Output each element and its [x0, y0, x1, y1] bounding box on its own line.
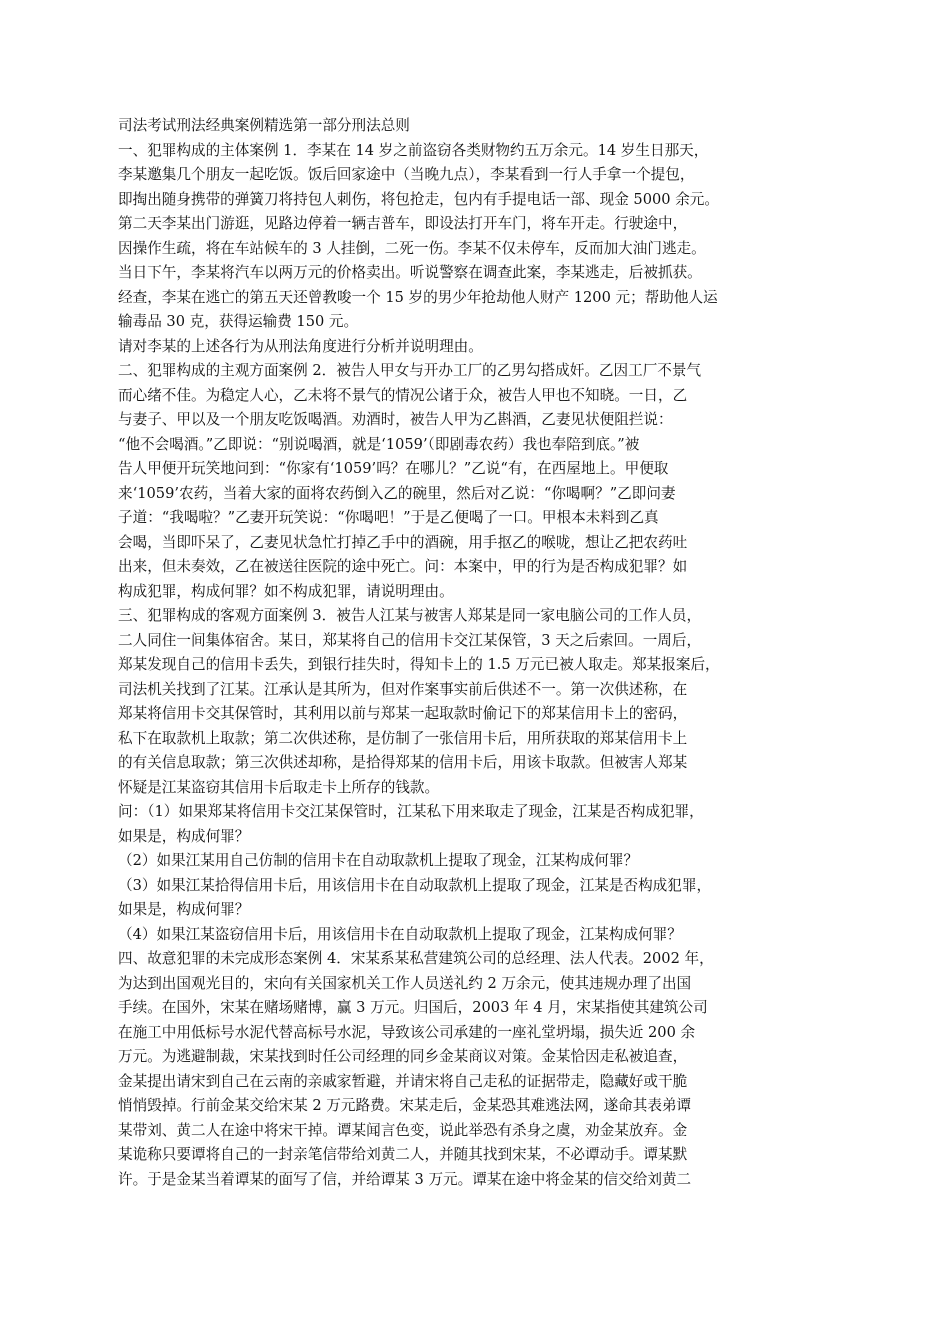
text-line: 经查，李某在逃亡的第五天还曾教唆一个 15 岁的男少年抢劫他人财产 1200 元；帮助他人运: [118, 288, 718, 306]
text-line: 即掏出随身携带的弹簧刀将持包人刺伤，将包抢走，包内有手提电话一部、现金 5000 余元。: [118, 190, 719, 208]
text-line: 问：（1）如果郑某将信用卡交江某保管时，江某私下用来取走了现金，江某是否构成犯罪，: [118, 803, 704, 820]
text-line: 三、犯罪构成的客观方面案例 3．被告人江某与被害人郑某是同一家电脑公司的工作人员，: [118, 607, 702, 624]
text-line: 因操作生疏，将在车站候车的 3 人挂倒，二死一伤。李某不仅未停车，反而加大油门逃走。: [118, 239, 706, 257]
text-line: 第二天李某出门游逛，见路边停着一辆吉普车，即设法打开车门，将车开走。行驶途中，: [118, 215, 688, 232]
text-line: 如果是，构成何罪？: [118, 901, 250, 918]
text-line: 某诡称只要谭将自己的一封亲笔信带给刘黄二人，并随其找到宋某，不必谭动手。谭某默: [118, 1146, 688, 1163]
text-line: 来‘1059’农药，当着大家的面将农药倒入乙的碗里，然后对乙说：“你喝啊？”乙即问妻: [118, 484, 676, 502]
document-body: [118, 114, 828, 1192]
text-line: 子道：“我喝啦？”乙妻开玩笑说：“你喝吧！”于是乙便喝了一口。甲根本未料到乙真: [118, 509, 659, 526]
text-line: 出来，但未奏效，乙在被送往医院的途中死亡。问：本案中，甲的行为是否构成犯罪？如: [118, 558, 688, 575]
text-line: 悄悄毁掉。行前金某交给宋某 2 万元路费。宋某走后，金某恐其难逃法网，遂命其表弟谭: [118, 1097, 692, 1114]
text-line: 会喝，当即吓呆了，乙妻见状急忙打掉乙手中的酒碗，用手抠乙的喉咙，想让乙把农药吐: [118, 533, 688, 551]
text-line: （4）如果江某盗窃信用卡后，用该信用卡在自动取款机上提取了现金，江某构成何罪？: [118, 925, 682, 943]
text-line: 郑某发现自己的信用卡丢失，到银行挂失时，得知卡上的 1.5 万元已被人取走。郑某报案后，: [118, 656, 720, 673]
text-line: 构成犯罪，构成何罪？如不构成犯罪，请说明理由。: [118, 582, 454, 600]
text-line: 郑某将信用卡交其保管时，其利用以前与郑某一起取款时偷记下的郑某信用卡上的密码，: [118, 705, 688, 722]
text-line: 司法机关找到了江某。江承认是其所为，但对作案事实前后供述不一。第一次供述称，在: [118, 680, 688, 698]
text-line: 当日下午，李某将汽车以两万元的价格卖出。听说警察在调查此案，李某逃走，后被抓获。: [118, 264, 702, 281]
text-line: 二人同住一间集体宿舍。某日，郑某将自己的信用卡交江某保管，3 天之后索回。一周后，: [118, 631, 702, 649]
text-line: 请对李某的上述各行为从刑法角度进行分析并说明理由。: [118, 337, 483, 355]
text-line: 手续。在国外，宋某在赌场赌博，赢 3 万元。归国后，2003 年 4 月，宋某指使其建筑公司: [118, 999, 708, 1016]
text-line: （3）如果江某拾得信用卡后，用该信用卡在自动取款机上提取了现金，江某是否构成犯罪，: [118, 876, 712, 894]
text-line: 怀疑是江某盗窃其信用卡后取走卡上所存的钱款。: [118, 778, 440, 796]
text-line: 私下在取款机上取款；第二次供述称，是仿制了一张信用卡后，用所获取的郑某信用卡上: [118, 729, 688, 747]
document-page: [118, 114, 828, 1192]
text-line: 与妻子、甲以及一个朋友吃饭喝酒。劝酒时，被告人甲为乙斟酒，乙妻见状便阻拦说：: [118, 411, 673, 428]
text-line: 而心绪不佳。为稳定人心，乙未将不景气的情况公诸于众，被告人甲也不知晓。一日，乙: [118, 386, 688, 404]
text-line: 告人甲便开玩笑地问到：“你家有‘1059’吗？在哪儿？”乙说“有，在西屋地上。甲便取: [118, 460, 669, 477]
text-line: （2）如果江某用自己仿制的信用卡在自动取款机上提取了现金，江某构成何罪？: [118, 852, 639, 869]
text-line: 输毒品 30 克，获得运输费 150 元。: [118, 313, 359, 330]
text-line: 金某提出请宋到自己在云南的亲戚家暂避，并请宋将自己走私的证据带走，隐藏好或干脆: [118, 1072, 688, 1090]
text-line: 司法考试刑法经典案例精选第一部分刑法总则: [118, 117, 410, 134]
text-line: 一、犯罪构成的主体案例 1．李某在 14 岁之前盗窃各类财物约五万余元。14 岁生日那天，: [118, 141, 709, 159]
text-line: 在施工中用低标号水泥代替高标号水泥，导致该公司承建的一座礼堂坍塌，损失近 200 余: [118, 1023, 696, 1041]
text-line: 的有关信息取款；第三次供述却称，是拾得郑某的信用卡后，用该卡取款。但被害人郑某: [118, 754, 688, 771]
text-line: 李某邀集几个朋友一起吃饭。饭后回家途中（当晚九点），李某看到一行人手拿一个提包，: [118, 166, 695, 183]
text-line: 许。于是金某当着谭某的面写了信，并给谭某 3 万元。谭某在途中将金某的信交给刘黄二: [118, 1170, 692, 1188]
text-line: 二、犯罪构成的主观方面案例 2．被告人甲女与开办工厂的乙男勾搭成奸。乙因工厂不景气: [118, 362, 702, 379]
text-line: 万元。为逃避制裁，宋某找到时任公司经理的同乡金某商议对策。金某恰因走私被追查，: [118, 1048, 688, 1065]
text-line: 为达到出国观光目的，宋向有关国家机关工作人员送礼约 2 万余元，使其违规办理了出国: [118, 974, 692, 992]
text-line: “他不会喝酒。”乙即说：“别说喝酒，就是‘1059’（即剧毒农药）我也奉陪到底。”被: [118, 435, 640, 453]
text-line: 四、故意犯罪的未完成形态案例 4．宋某系某私营建筑公司的总经理、法人代表。2002 年，: [118, 950, 714, 967]
text-line: 如果是，构成何罪？: [118, 827, 250, 845]
text-line: 某带刘、黄二人在途中将宋干掉。谭某闻言色变，说此举恐有杀身之虞，劝金某放弃。金: [118, 1121, 688, 1139]
